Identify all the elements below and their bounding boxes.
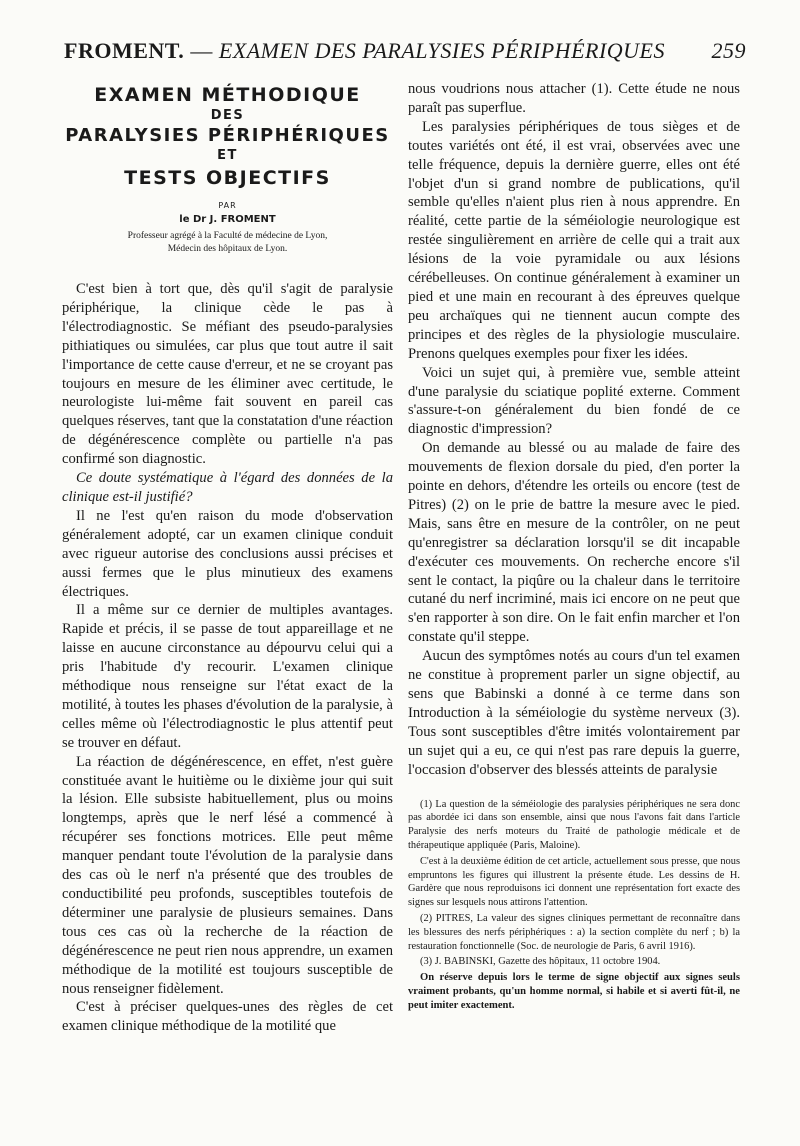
paragraph: La réaction de dégénérescence, en effet, n'est guère constituée avant le huitième ou le dixième jour qui suit la lésion. Elle subsiste habituellement, plus ou moins longtemps, après que le nerf lésé a commencé à récupérer ses fonctions motrices. Elle peut même manquer pendant toute l'évolution de la paralysie dans des cas où le nerf n'a présenté que des troubles de conductibilité peu profonds, susceptibles toutefois de déterminer une paralysie de plusieurs semaines. Dans tous ces cas où la recherche de la réaction de dégénérescence ne peut rien nous apprendre, un examen méthodique de la motilité est toujours susceptible de nous renseigner fidèlement. [62,753,393,997]
affiliation-line-2: Médecin des hôpitaux de Lyon. [167,244,288,254]
footnote: (2) PITRES, La valeur des signes cliniques permettant de reconnaître dans les blessures des nerfs périphériques : a) la section complète du nerf ; b) la restauration fonctionnelle (Soc. de neurologie de Paris, 6 avril 1916). [408,912,740,952]
footnote: On réserve depuis lors le terme de signe objectif aux signes seuls vraiment probants, qu'un homme normal, si habile et si averti fût-il, ne peut imiter exactement. [408,972,740,1011]
footnotes [408,798,740,1013]
footnote: (1) La question de la séméiologie des paralysies périphériques ne sera donc pas abordée ici dans son ensemble, ainsi que nous l'avons fait dans l'article Paralysie des nerfs moteurs du Traité de pathologie médicale et de thérapeutique appliquée (Paris, Maloine). [408,798,740,851]
running-head-title: EXAMEN DES PARALYSIES PÉRIPHÉRIQUES [218,38,665,63]
article-title-line-3: PARALYSIES PÉRIPHÉRIQUES [65,125,390,146]
article-title-line-1: EXAMEN MÉTHODIQUE [94,84,361,106]
byline-par: PAR [218,201,237,210]
footnote: C'est à la deuxième édition de cet article, actuellement sous presse, que nous empruntons les figures qui illustrent la présente étude. Les dessins de H. Gardère que nous reproduisons ici donnent une représentation fort exacte des signes sur lesquels nous attirons l'attention. [408,855,740,909]
paragraph: Les paralysies périphériques de tous sièges et de toutes variétés ont été, il est vrai, observées avec une telle fréquence, depuis la dernière guerre, elles ont été l'objet d'un si grand nombre de publications, qu'il semble qu'elles n'aient plus rien à nous apprendre. En réalité, cette partie de la séméiologie neurologique est restée singulièrement en arrière de celle qui a trait aux lésions de la voie pyramidale ou aux lésions cérébelleuses. On continue généralement à examiner un pied et une main en recourant à des épreuves quelque peu archaïques qui ne tiennent aucun compte des principes et des règles de la physiologie musculaire. Prenons quelques exemples pour fixer les idées. [408,118,740,362]
page-number: 259 [711,38,746,63]
paragraph-continuation: nous voudrions nous attacher (1). Cette étude ne nous paraît pas superflue. [408,81,740,116]
running-head-author: FROMENT. [64,38,185,63]
paragraph: C'est bien à tort que, dès qu'il s'agit de paralysie périphérique, la clinique cède le pas à l'électrodiagnostic. Se méfiant des pseudo-paralysies pithiatiques ou simulées, car plus que tout autre il sait l'importance de cette cause d'erreur, et ne se croyant pas toujours en mesure de les éliminer avec certitude, le neurologiste lui-même fait souvent en pareil cas quelques réserves, tant que la constatation d'une réaction de dégénérescence complète ou partielle n'a pas confirmé son diagnostic. [62,281,393,468]
author-affiliation [62,230,393,256]
footnote: (3) J. BABINSKI, Gazette des hôpitaux, 11 octobre 1904. [420,956,661,968]
paragraph: Il a même sur ce dernier de multiples avantages. Rapide et précis, il se passe de tout appareillage et ne laisse en aucune circonstance au dépourvu celui qui a pris l'habitude d'y recourir. L'examen clinique méthodique nous renseigne sur l'état exact de la motilité, à toutes les phases d'évolution de la paralysie, à celles même où l'électrodiagnostic le plus attentif peut se trouver en défaut. [62,602,393,751]
paragraph: On demande au blessé ou au malade de faire des mouvements de flexion dorsale du pied, d'en porter la pointe en dehors, d'étendre les orteils ou encore (test de Pitres) (2) on le prie de battre la mesure avec le pied. Mais, sans être en mesure de la contrôler, on ne peut qu'enregistrer sa déclaration lorsqu'il se dit incapable d'exécuter ces mouvements. On recherche encore s'il sent le contact, la piqûre ou la chaleur dans le territoire cutané du nerf incriminé, mais ici encore on ne peut que s'en rapporter à son dire. On le fait enfin marcher et l'on constate qu'il steppe. [408,440,740,646]
article-title-line-5: TESTS OBJECTIFS [124,167,331,189]
running-head [64,38,746,78]
left-column [62,80,393,1036]
article-title-line-2: DES [210,108,245,123]
article-title-line-4: ET [217,148,238,163]
paragraph: Aucun des symptômes notés au cours d'un tel examen ne constitue à proprement parler un signe objectif, au sens que Babinski a donné à ce terme dans son Introduction à la séméiologie du système nerveux (3). Tous sont susceptibles d'être imités volontairement par un sujet qui a eu, ce qui n'est pas rare depuis la guerre, l'occasion d'observer des blessés atteints de paralysie [408,648,740,778]
paragraph-italic: Ce doute systématique à l'égard des données de la clinique est-il justifié? [62,470,393,505]
right-column [408,80,740,1014]
paragraph: C'est à préciser quelques-unes des règles de cet examen clinique méthodique de la motilité que [62,999,393,1035]
affiliation-line-1: Professeur agrégé à la Faculté de médecine de Lyon, [127,231,328,241]
paragraph: Il ne l'est qu'en raison du mode d'observation généralement adopté, car un examen clinique conduit avec rigueur autorise des conclusions aussi précises et aussi fermes que le plus minutieux des examens électriques. [62,507,393,600]
paragraph: Voici un sujet qui, à première vue, semble atteint d'une paralysie du sciatique poplité externe. Comment s'assure-t-on généralement du bien fondé de ce diagnostic d'impression? [408,364,740,438]
running-head-dash: — [190,38,213,63]
author-name: le Dr J. FROMENT [179,214,276,225]
